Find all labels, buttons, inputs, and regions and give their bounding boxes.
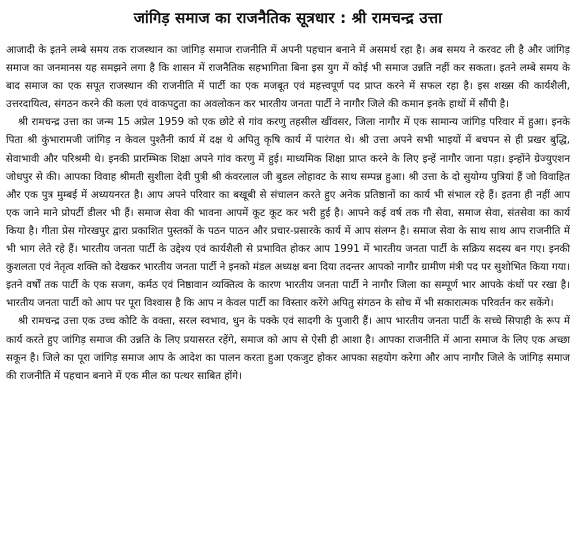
document-title: जांगिड़ समाज का राजनैतिक सूत्रधार : श्री रामचन्द्र उत्ता [133, 9, 443, 27]
paragraph-intro: आजादी के इतने लम्बे समय तक राजस्थान का जांगिड़ समाज राजनीति में अपनी पहचान बनाने में असमर्थ रहा है। अब समय ने करवट ली है और जांगिड़ समाज का जनमानस यह समझने लगा है कि शासन में राजनैतिक सहभागिता बिना इस युग में कोई भी समाज उन्नति नहीं कर सकता। इतने लम्बे समय के बाद समाज का एक सपूत राजस्थान की राजनीति में पार्टी का एक मजबूत एवं महत्त्वपूर्ण पद प्राप्त करने में सफल रहा है। इस शख्स की कार्यशैली, उत्तरदायित्व, संगठन करने की कला एवं वाकपटुता का अवलोकन कर भारतीय जनता पार्टी ने नागौर जिले की कमान इनके हाथों में सौंपी है। [6, 45, 570, 111]
document-body [6, 42, 570, 386]
paragraph-biography: श्री रामचन्द्र उत्ता का जन्म 15 अप्रेल 1959 को एक छोटे से गांव करणु तहसील खींवसर, जिला नागौर में एक सामान्य जांगिड़ परिवार में हुआ। इनके पिता श्री कुंभारामजी जांगिड़ न केवल पुश्तैनी कार्य में दक्ष थे अपितु कृषि कार्य में पारंगत थे। श्री उत्ता अपने सभी भाइयों में बचपन से ही प्रखर बुद्धि, सेवाभावी और परिश्रमी थे। इनकी प्रारम्भिक शिक्षा अपने गांव करणु में हुई। माध्यमिक शिक्षा प्राप्त करने के लिए इन्हें नागौर जाना पड़ा। इन्होंने ग्रेज्युएशन जोधपुर से की। आपका विवाह श्रीमती सुशीला देवी पुत्री श्री कंवरलाल जी बुडल लोहावट के साथ सम्पन्न हुआ। श्री उत्ता के दो सुयोग्य पुत्रियां हैं जो विवाहित और एक पुत्र मुम्बई में अध्ययनरत है। आप अपने परिवार का बखूबी से संचालन करते हुए अनेक प्रतिष्ठानों का कार्य भी संभाल रहे हैं। इतना ही नहीं आप एक जाने माने प्रोपर्टी डीलर भी हैं। समाज सेवा की भावना आपमें कूट कूट कर भरी हुई है। आपने कई वर्ष तक गौ सेवा, समाज सेवा, संतसेवा का कार्य किया है। गीता प्रेस गोरखपुर द्वारा प्रकाशित पुस्तकों के पठन पाठन और प्रचार-प्रसारके कार्य में आप संलग्न है। समाज सेवा के साथ साथ आप राजनीति में भी भाग लेते रहे हैं। भारतीय जनता पार्टी के उद्देश्य एवं कार्यशैली से प्रभावित होकर आप 1991 में भारतीय जनता पार्टी के सक्रिय सदस्य बन गए। इनकी कुशलता एवं नेतृत्व शक्ति को देखकर भारतीय जनता पार्टी ने इनको मंडल अध्यक्ष बना दिया तदन्तर आपको नागौर ग्रामीण मंत्री पद पर सुशोभित किया गया। इतने वर्षों तक पार्टी के एक सजग, कर्मठ एवं निष्ठावान व्यक्तित्व के कारण भारतीय जनता पार्टी ने नागौर जिला का सम्पूर्ण भार आपके कंधों पर रखा है। भारतीय जनता पार्टी को आप पर पूरा विश्वास है कि आप न केवल पार्टी का विस्तार करेंगे अपितु संगठन के सोच में भी सकारात्मक परिवर्तन कर सकेंगे। [6, 117, 570, 310]
paragraph-conclusion: श्री रामचन्द्र उत्ता एक उच्च कोटि के वक्ता, सरल स्वभाव, धुन के पक्के एवं सादगी के पुजारी हैं। आप भारतीय जनता पार्टी के सच्चे सिपाही के रूप में कार्य करते हुए जांगिड़ समाज की उन्नति के लिए प्रयासरत रहेंगे, समाज को आप से ऐसी ही आशा है। आपका राजनीति में आना समाज के लिए एक अच्छा सकून है। जिले का पूरा जांगिड़ समाज आप के आदेश का पालन करता हुआ एकजुट होकर आपका सहयोग करेगा और आप नागौर जिले के जांगिड़ समाज की राजनीति में पहचान बनाने में एक मील का पत्थर साबित होंगे। [6, 316, 570, 382]
